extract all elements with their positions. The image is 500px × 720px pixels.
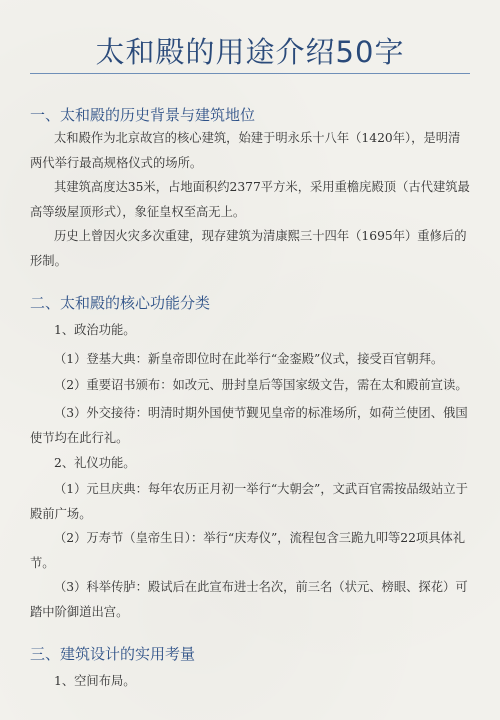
- list-item: 1、空间布局。: [54, 674, 136, 688]
- section-heading-design: 三、建筑设计的实用考量: [30, 645, 196, 663]
- list-item: 1、政治功能。: [54, 323, 136, 337]
- section-heading-functions: 二、太和殿的核心功能分类: [30, 294, 211, 312]
- list-item: （3）科举传胪：殿试后在此宣布进士名次，前三名（状元、榜眼、探花）可踏中阶御道出宫。: [30, 580, 468, 619]
- paragraph: 历史上曾因火灾多次重建，现存建筑为清康熙三十四年（1695年）重修后的形制。: [30, 229, 467, 268]
- list-item: （1）元旦庆典：每年农历正月初一举行“大朝会”，文武百官需按品级站立于殿前广场。: [30, 482, 468, 521]
- title-divider: [30, 73, 470, 74]
- section-heading-history: 一、太和殿的历史背景与建筑地位: [30, 106, 256, 124]
- page-title: 太和殿的用途介绍50字: [95, 35, 405, 69]
- paragraph: 太和殿作为北京故宫的核心建筑，始建于明永乐十八年（1420年），是明清两代举行最高规格仪式的场所。: [30, 131, 461, 170]
- list-item: （1）登基大典：新皇帝即位时在此举行“金銮殿”仪式，接受百官朝拜。: [54, 352, 444, 366]
- paragraph: 其建筑高度达35米，占地面积约2377平方米，采用重檐庑殿顶（古代建筑最高等级屋顶形式），象征皇权至高无上。: [30, 180, 470, 219]
- list-item: （3）外交接待：明清时期外国使节觐见皇帝的标准场所，如荷兰使团、俄国使节均在此行礼。: [30, 406, 468, 445]
- list-item: 2、礼仪功能。: [54, 456, 136, 470]
- list-item: （2）重要诏书颁布：如改元、册封皇后等国家级文告，需在太和殿前宣读。: [54, 378, 468, 392]
- list-item: （2）万寿节（皇帝生日）：举行“庆寿仪”，流程包含三跪九叩等22项具体礼节。: [30, 531, 466, 570]
